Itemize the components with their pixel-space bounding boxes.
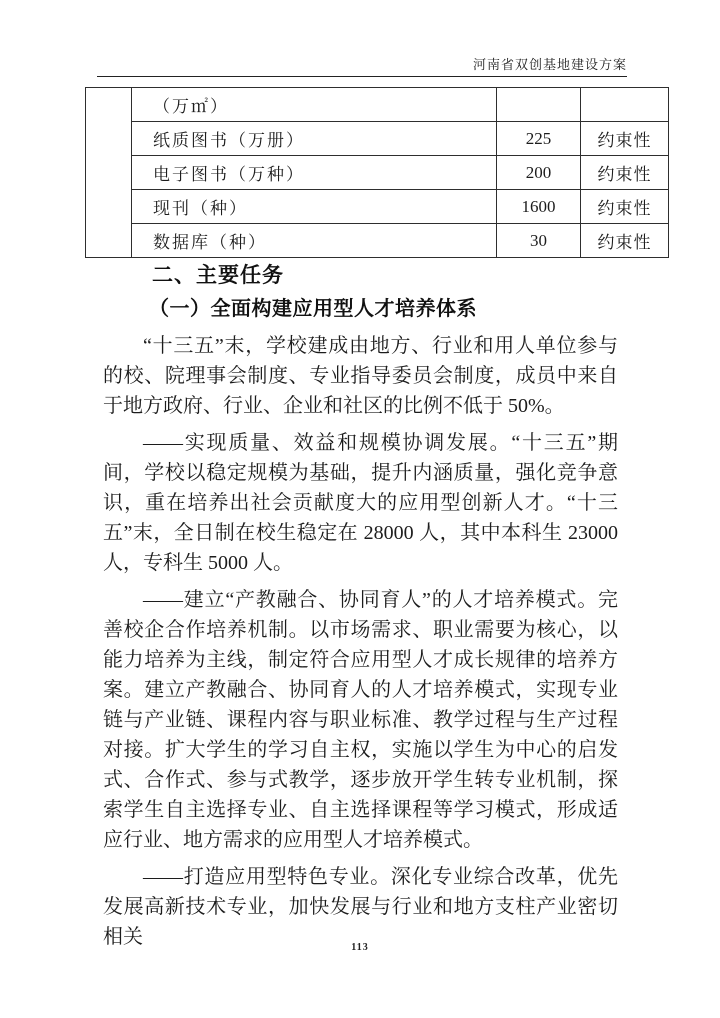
paragraph-2: ——实现质量、效益和规模协调发展。“十三五”期间，学校以稳定规模为基础，提升内涵质量，强化竞争意识，重在培养出社会贡献度大的应用型创新人才。“十三五”末，全日制在校生稳定在 28000 人，其中本科生 23000 人，专科生 5000 人。 [103,432,618,574]
indicator-attribute: 约束性 [581,156,669,190]
indicator-label: 现刊（种） [132,190,497,224]
indicator-attribute [581,88,669,122]
indicator-value: 200 [497,156,581,190]
indicators-table [85,87,669,258]
page-footer [0,942,720,953]
indicator-label: 纸质图书（万册） [132,122,497,156]
indicator-value: 1600 [497,190,581,224]
header-title: 河南省双创基地建设方案 [472,57,627,72]
indicator-value: 30 [497,224,581,258]
document-body [103,262,618,952]
table-row [86,190,669,224]
table-row [86,122,669,156]
indicator-attribute: 约束性 [581,190,669,224]
indicator-label: 电子图书（万种） [132,156,497,190]
page-number: 113 [351,942,369,953]
table-row [86,224,669,258]
section-heading: 二、主要任务 [152,264,284,287]
paragraph-4: ——打造应用型特色专业。深化专业综合改革，优先发展高新技术专业，加快发展与行业和地方支柱产业密切相关 [103,866,618,948]
indicator-attribute: 约束性 [581,122,669,156]
page-header [97,57,627,77]
paragraph-1: “十三五”末，学校建成由地方、行业和用人单位参与的校、院理事会制度、专业指导委员会制度，成员中来自于地方政府、行业、企业和社区的比例不低于 50%。 [103,335,618,417]
indicator-label: 数据库（种） [132,224,497,258]
table-stub-cell [86,88,132,258]
indicator-value: 225 [497,122,581,156]
paragraph-3: ——建立“产教融合、协同育人”的人才培养模式。完善校企合作培养机制。以市场需求、职业需要为核心，以能力培养为主线，制定符合应用型人才成长规律的培养方案。建立产教融合、协同育人的人才培养模式，实现专业链与产业链、课程内容与职业标准、教学过程与生产过程对接。扩大学生的学习自主权，实施以学生为中心的启发式、合作式、参与式教学，逐步放开学生转专业机制，探索学生自主选择专业、自主选择课程等学习模式，形成适应行业、地方需求的应用型人才培养模式。 [103,589,618,851]
indicator-label: （万㎡） [132,88,497,122]
table-row [86,88,669,122]
indicator-value [497,88,581,122]
indicator-attribute: 约束性 [581,224,669,258]
subsection-heading: （一）全面构建应用型人才培养体系 [149,298,477,320]
table-row [86,156,669,190]
